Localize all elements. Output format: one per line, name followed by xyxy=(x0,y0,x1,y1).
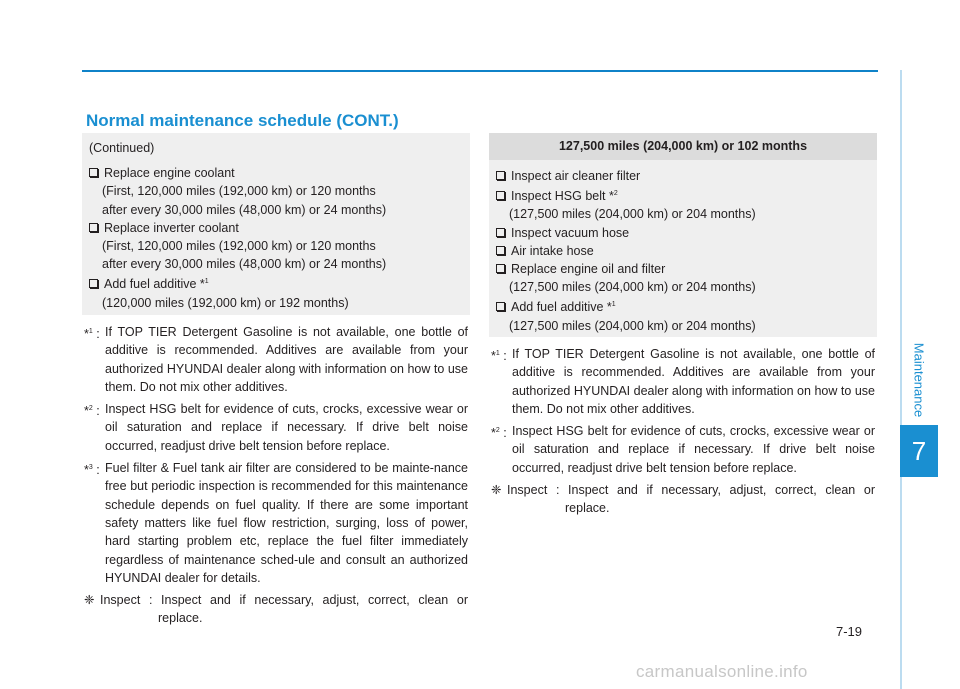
list-item-detail: (120,000 miles (192,000 km) or 192 months) xyxy=(102,295,349,310)
chapter-side-label: Maintenance xyxy=(911,342,927,418)
footnote-ref: 1 xyxy=(611,301,616,309)
footnote-ref: 1 xyxy=(204,278,209,286)
footnote: *$^1$ : If TOP TIER Detergent Gasoline is not available, one bottle of additive is recommended. Additives are available from your authorized HYUNDAI dealer along with information on how to use them. Do not mix other additives. xyxy=(84,323,468,396)
footnote-ref: 2 xyxy=(613,190,618,198)
checkbox-icon xyxy=(496,171,505,180)
list-item-detail: (127,500 miles (204,000 km) or 204 months) xyxy=(509,280,756,295)
list-item: Replace inverter coolant xyxy=(89,219,464,237)
continued-label: (Continued) xyxy=(89,141,155,155)
list-item: Add fuel additive *$^1$ xyxy=(496,296,871,316)
footnote: *$^2$ : Inspect HSG belt for evidence of cuts, crocks, excessive wear or oil saturation and replace if necessary. If drive belt noise occurred, readjust drive belt tension before replace. xyxy=(491,422,875,477)
list-item: Replace engine oil and filter xyxy=(496,260,871,278)
list-item-detail: (127,500 miles (204,000 km) or 204 months) xyxy=(509,318,756,333)
footnotes-left xyxy=(84,323,468,632)
inspect-note xyxy=(491,481,875,518)
checkbox-icon xyxy=(496,302,505,311)
list-item: Replace engine coolant xyxy=(89,164,464,182)
list-item-detail: (First, 120,000 miles (192,000 km) or 120 months xyxy=(102,184,376,199)
list-item: Inspect HSG belt *$^2$ xyxy=(496,185,871,205)
checkbox-icon xyxy=(89,223,98,232)
chapter-tab: 7 xyxy=(900,425,938,477)
side-rule xyxy=(900,70,902,689)
inspect-note-text: Inspect : Inspect and if necessary, adjust, correct, clean or replace. xyxy=(507,483,875,516)
schedule-interval-header: 127,500 miles (204,000 km) or 102 months xyxy=(489,133,877,160)
schedule-box-continued xyxy=(82,133,470,315)
top-rule xyxy=(82,70,878,72)
checkbox-icon xyxy=(89,168,98,177)
footnote-text: Fuel filter & Fuel tank air filter are considered to be mainte-nance free but periodic inspection is recommended for this maintenance schedule depends on fuel quality. If there are some important safety matters like fuel flow restriction, surging, loss of power, hard starting problem etc, replace the fuel filter immediately regardless of maintenance sched-ule and consult an authorized HYUNDAI dealer for details. xyxy=(105,461,468,585)
list-item: Inspect vacuum hose xyxy=(496,224,871,242)
list-item-detail: (First, 120,000 miles (192,000 km) or 120 months xyxy=(102,239,376,254)
page-title: Normal maintenance schedule (CONT.) xyxy=(86,111,399,130)
list-item: Inspect air cleaner filter xyxy=(496,167,871,185)
list-item-detail: (127,500 miles (204,000 km) or 204 months) xyxy=(509,207,756,222)
checkbox-icon xyxy=(496,264,505,273)
footnote: *$^2$ : Inspect HSG belt for evidence of cuts, crocks, excessive wear or oil saturation and replace if necessary. If drive belt noise occurred, readjust drive belt tension before replace. xyxy=(84,400,468,455)
list-item-detail: after every 30,000 miles (48,000 km) or 24 months) xyxy=(102,257,387,272)
list-item: Air intake hose xyxy=(496,242,871,260)
inspect-symbol-icon: ❈ xyxy=(84,593,95,608)
inspect-symbol-icon: ❈ xyxy=(491,483,502,498)
checkbox-icon xyxy=(496,228,505,237)
list-item-detail: after every 30,000 miles (48,000 km) or 24 months) xyxy=(102,202,387,217)
inspect-note-text: Inspect : Inspect and if necessary, adjust, correct, clean or replace. xyxy=(100,593,468,626)
footnote-text: Inspect HSG belt for evidence of cuts, crocks, excessive wear or oil saturation and replace if necessary. If drive belt noise occurred, readjust drive belt tension before replace. xyxy=(512,424,875,475)
footnotes-right xyxy=(491,345,875,522)
page-number: 7-19 xyxy=(836,624,863,639)
watermark: carmanualsonline.info xyxy=(636,662,808,681)
checkbox-icon xyxy=(496,191,505,200)
checkbox-icon xyxy=(496,246,505,255)
footnote: *$^1$ : If TOP TIER Detergent Gasoline is not available, one bottle of additive is recommended. Additives are available from your authorized HYUNDAI dealer along with information on how to use them. Do not mix other additives. xyxy=(491,345,875,418)
footnote-text: Inspect HSG belt for evidence of cuts, crocks, excessive wear or oil saturation and replace if necessary. If drive belt noise occurred, readjust drive belt tension before replace. xyxy=(105,402,468,453)
footnote-text: If TOP TIER Detergent Gasoline is not available, one bottle of additive is recommended. Additives are available from your authorized HYUNDAI dealer along with information on how to use them. Do not mix other additives. xyxy=(105,325,468,394)
list-item: Add fuel additive *$^1$ xyxy=(89,273,464,293)
inspect-note xyxy=(84,591,468,628)
checkbox-icon xyxy=(89,279,98,288)
footnote-text: If TOP TIER Detergent Gasoline is not available, one bottle of additive is recommended. Additives are available from your authorized HYUNDAI dealer along with information on how to use them. Do not mix other additives. xyxy=(512,347,875,416)
footnote: *$^3$ : Fuel filter & Fuel tank air filter are considered to be mainte-nance free but periodic inspection is recommended for this maintenance schedule depends on fuel quality. If there are some important safety matters like fuel flow restriction, surging, loss of power, hard starting problem etc, replace the fuel filter immediately regardless of maintenance sched-ule and consult an authorized HYUNDAI dealer for details. xyxy=(84,459,468,587)
schedule-box-127500 xyxy=(489,133,877,337)
